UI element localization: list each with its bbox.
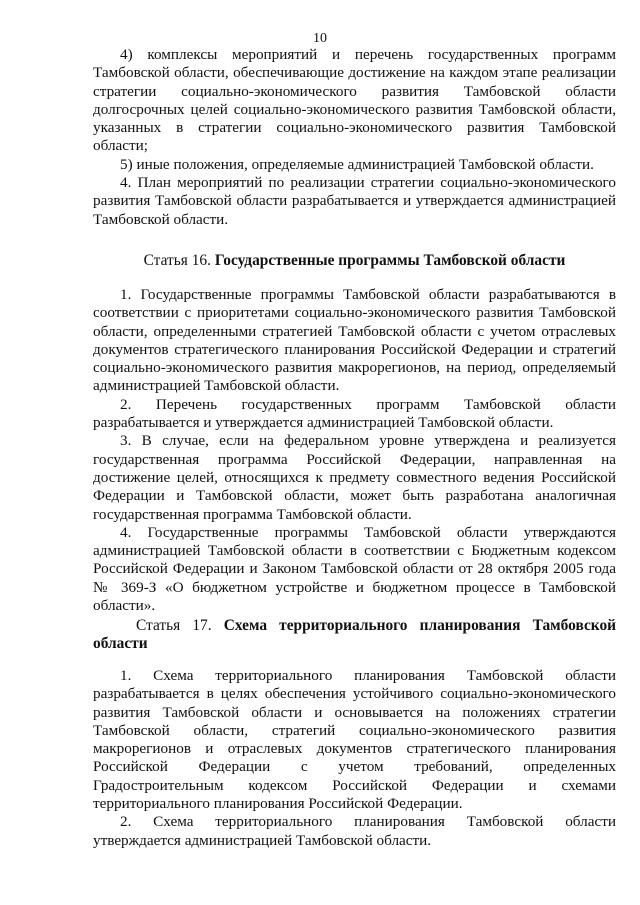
article-16-prefix: Статья 16.	[143, 252, 211, 269]
item-5-other-provisions: 5) иные положения, определяемые администрацией Тамбовской области.	[120, 155, 594, 173]
article-16-para-2: 2. Перечень государственных программ Тамбовской области разрабатывается и утверждается администрацией Тамбовской области.	[93, 395, 616, 432]
article-17-heading	[93, 617, 616, 654]
article-16-title: Государственные программы Тамбовской области	[214, 252, 566, 269]
item-4-complexes: 4) комплексы мероприятий и перечень государственных программ Тамбовской области, обеспечивающие достижение на каждом этапе реализации стратегии социально-экономического развития Тамбовской области долгосрочных целей социально-экономического развития Тамбовской области, указанных в стратегии социально-экономического развития Тамбовской области;	[93, 46, 616, 155]
article-16-heading	[93, 252, 616, 270]
article-17-prefix: Статья 17.	[136, 617, 212, 634]
article-17-body	[93, 667, 616, 850]
article-16-para-1: 1. Государственные программы Тамбовской области разрабатываются в соответствии с приоритетами социально-экономического развития Тамбовской области, определенными стратегией Тамбовской области с учетом отраслевых документов стратегического планирования Российской Федерации и стратегий социально-экономического развития макрорегионов, на период, определяемый администрацией Тамбовской области.	[93, 286, 616, 395]
article-16-heading-wrap	[93, 252, 616, 270]
article-16-body	[93, 286, 616, 615]
article-16-para-4: 4. Государственные программы Тамбовской области утверждаются администрацией Тамбовской области в соответствии с Бюджетным кодексом Российской Федерации и Законом Тамбовской области от 28 октября 2005 года № 369-З «О бюджетном устройстве и бюджетном процессе в Тамбовской области».	[93, 523, 616, 615]
article-17-para-2: 2. Схема территориального планирования Тамбовской области утверждается администрацией Тамбовской области.	[93, 813, 616, 849]
article-17-para-1: 1. Схема территориального планирования Тамбовской области разрабатывается в целях обеспечения устойчивого социально-экономического развития Тамбовской области и основывается на положениях стратегии Тамбовской области, стратегий социально-экономического развития макрорегионов и отраслевых документов стратегического планирования Российской Федерации с учетом требований, определенных Градостроительным кодексом Российской Федерации и схемами территориального планирования Российской Федерации.	[93, 667, 616, 813]
page-number: 10	[313, 31, 327, 46]
top-section	[93, 46, 616, 229]
article-17-title: Схема территориального планирования Тамбовской области	[93, 617, 617, 653]
point-4-action-plan: 4. План мероприятий по реализации стратегии социально-экономического развития Тамбовской области разрабатывается и утверждается администрацией Тамбовской области.	[93, 174, 616, 228]
article-17-heading-wrap	[93, 617, 616, 654]
article-16-para-3: 3. В случае, если на федеральном уровне утверждена и реализуется государственная программа Российской Федерации, направленная на достижение целей, относящихся к предмету совместного ведения Российской Федерации и Тамбовской области, может быть разработана аналогичная государственная программа Тамбовской области.	[93, 432, 616, 523]
